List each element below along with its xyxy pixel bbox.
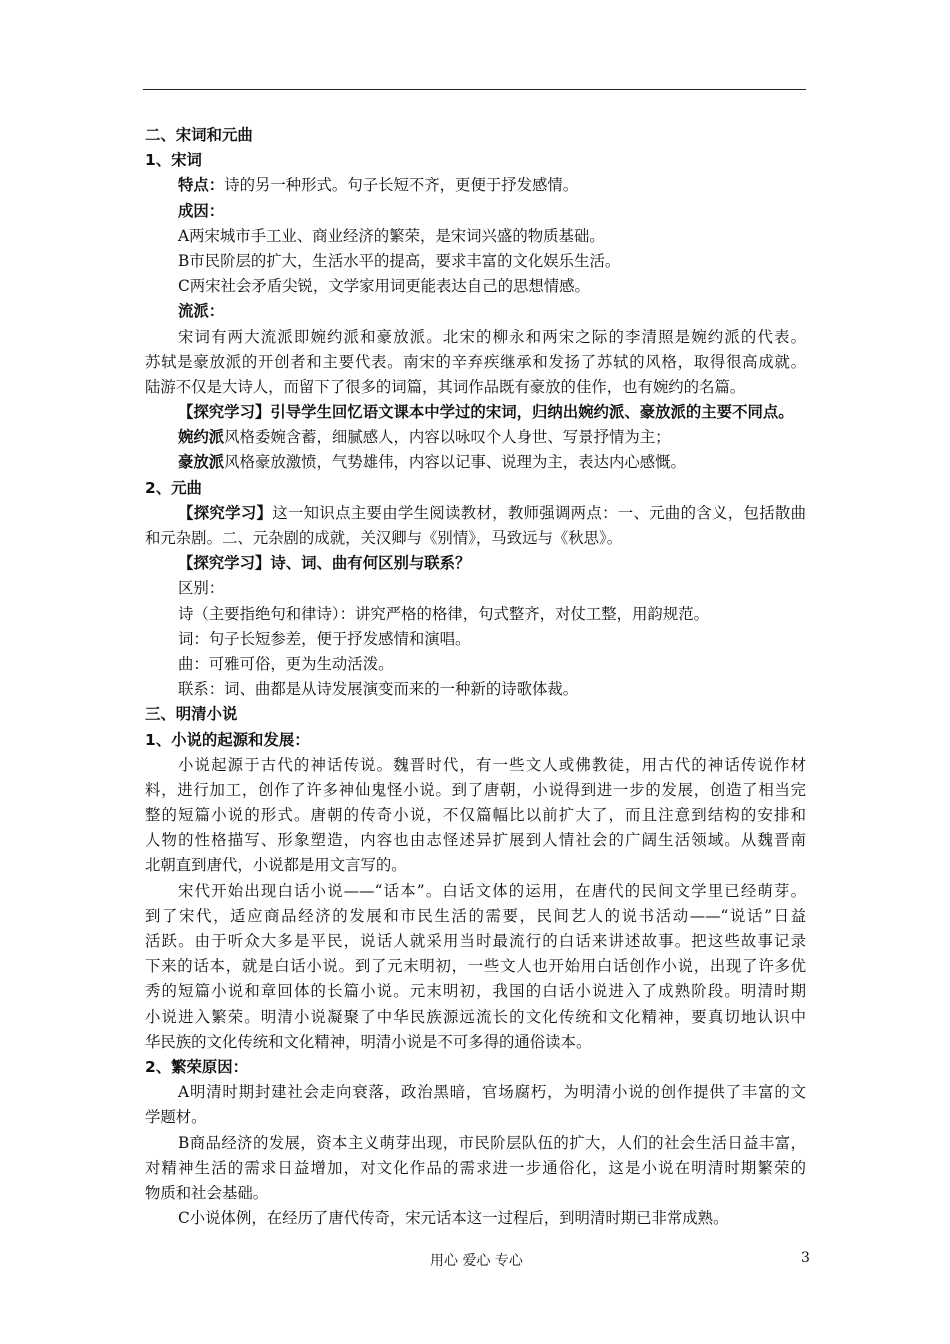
footer-motto: 用心 爱心 专心: [430, 1253, 523, 1269]
line-text: 诗（主要指绝句和律诗）：讲究严格的格律，句式整齐，对仗工整，用韵规范。: [178, 604, 709, 623]
line-text: 活跃。由于听众大多是平民，说话人就采用当时最流行的白话来讲述故事。把这些故事记录: [145, 932, 806, 950]
line-text: 物质和社会基础。: [145, 1183, 269, 1202]
line-text: 这一知识点主要由学生阅读教材，教师强调两点：一、元曲的含义，包括散曲: [272, 503, 806, 522]
line-text: 风格委婉含蓄，细腻感人，内容以咏叹个人身世、写景抒情为主；: [224, 428, 671, 447]
heading-line: [145, 476, 815, 501]
line-text: 1、宋词: [145, 151, 202, 170]
text-line: [145, 778, 806, 803]
header-rule: [143, 89, 806, 90]
line-text: 北朝直到唐代，小说都是用文言写的。: [145, 856, 407, 875]
lead-term: 【探究学习】: [178, 503, 273, 522]
text-line: [145, 350, 806, 375]
line-text: 小说进入繁荣。明清小说凝聚了中华民族源远流长的文化传统和文化精神，要真切地认识中: [145, 1007, 806, 1026]
line-text: A两宋城市手工业、商业经济的繁荣，是宋词兴盛的物质基础。: [178, 226, 605, 245]
line-text: 小说起源于古代的神话传说。魏晋时代，有一些文人或佛教徒，用古代的神话传说作材: [178, 755, 806, 774]
heading-line: [145, 299, 815, 324]
text-line: [145, 249, 815, 274]
line-text: 宋词有两大流派即婉约派和豪放派。北宋的柳永和两宋之际的李清照是婉约派的代表。: [178, 327, 806, 346]
line-text: 到了宋代，适应商品经济的发展和市民生活的需要，民间艺人的说书活动——“说话”日益: [145, 906, 806, 925]
text-line: [145, 325, 806, 350]
text-line: [145, 1080, 806, 1105]
text-line: [145, 1005, 806, 1030]
line-text: B商品经济的发展，资本主义萌芽出现，市民阶层队伍的扩大，人们的社会生活日益丰富，: [178, 1133, 806, 1152]
text-line: [145, 652, 815, 677]
heading-line: [145, 400, 815, 425]
line-text: 人物的性格描写、形象塑造，内容也由志怪述异扩展到人情社会的广阔生活领域。从魏晋南: [145, 831, 806, 850]
text-line: [145, 425, 815, 450]
text-line: [145, 979, 806, 1004]
line-text: 流派：: [178, 302, 225, 321]
text-line: [145, 224, 815, 249]
line-text: 词：句子长短参差，便于抒发感情和演唱。: [178, 629, 471, 648]
heading-line: [145, 702, 815, 727]
line-text: 联系：词、曲都是从诗发展演变而来的一种新的诗歌体裁。: [178, 680, 579, 699]
line-text: 陆游不仅是大诗人，而留下了很多的词篇，其词作品既有豪放的佳作，也有婉约的名篇。: [145, 377, 746, 396]
line-text: 学题材。: [145, 1108, 207, 1127]
text-line: [145, 879, 806, 904]
line-text: 【探究学习】诗、词、曲有何区别与联系？: [178, 554, 471, 573]
heading-line: [145, 551, 815, 576]
line-text: A明清时期封建社会走向衰落，政治黑暗，官场腐朽，为明清小说的创作提供了丰富的文: [178, 1083, 806, 1102]
line-text: 1、小说的起源和发展：: [145, 730, 310, 749]
line-text: 和元杂剧。二、元杂剧的成就，关汉卿与《别情》，马致远与《秋思》。: [145, 529, 623, 547]
lead-term: 婉约派: [178, 428, 225, 447]
line-text: 【探究学习】引导学生回忆语文课本中学过的宋词，归纳出婉约派、豪放派的主要不同点。: [178, 403, 794, 422]
text-line: [145, 677, 815, 702]
line-text: 秀的短篇小说和章回体的长篇小说。元末明初，我国的白话小说进入了成熟阶段。明清时期: [145, 982, 806, 1001]
line-text: 宋代开始出现白话小说——“话本”。白话文体的运用，在唐代的民间文学里已经萌芽。: [178, 881, 806, 900]
text-line: [145, 753, 806, 778]
line-text: 2、元曲: [145, 478, 202, 497]
text-line: [145, 576, 815, 601]
heading-line: [145, 148, 815, 173]
line-text: C两宋社会矛盾尖锐，文学家用词更能表达自己的思想情感。: [178, 277, 590, 296]
text-line: [145, 828, 806, 853]
text-line: [145, 1030, 815, 1055]
lead-term: 特点：: [178, 176, 225, 195]
text-line: [145, 1181, 815, 1206]
line-text: B市民阶层的扩大，生活水平的提高，要求丰富的文化娱乐生活。: [178, 251, 621, 270]
text-line: [145, 929, 806, 954]
text-line: [145, 274, 815, 299]
text-line: [145, 375, 815, 400]
text-line: [145, 904, 806, 929]
line-text: C小说体例，在经历了唐代传奇，宋元话本这一过程后，到明清时期已非常成熟。: [178, 1209, 729, 1228]
line-text: 下来的话本，就是白话小说。到了元末明初，一些文人也开始用白话创作小说，出现了许多优: [145, 957, 806, 976]
heading-line: [145, 728, 815, 753]
text-line: [145, 1131, 806, 1156]
line-text: 成因：: [178, 201, 225, 220]
text-line: [145, 627, 815, 652]
text-line: [145, 526, 815, 551]
line-text: 区别：: [178, 579, 225, 598]
text-line: [145, 602, 815, 627]
lead-term: 豪放派: [178, 453, 225, 472]
text-line: [145, 803, 806, 828]
heading-line: [145, 1055, 815, 1080]
heading-line: [145, 199, 815, 224]
page-number: 3: [801, 1250, 810, 1266]
text-line: [145, 501, 806, 526]
line-text: 2、繁荣原因：: [145, 1057, 249, 1076]
line-text: 整的短篇小说的形式。唐朝的传奇小说，不仅篇幅比以前扩大了，而且注意到结构的安排和: [145, 806, 806, 825]
line-text: 苏轼是豪放派的开创者和主要代表。南宋的辛弃疾继承和发扬了苏轼的风格，取得很高成就。: [145, 352, 806, 371]
heading-line: [145, 123, 815, 148]
line-text: 对精神生活的需求日益增加，对文化作品的需求进一步通俗化，这是小说在明清时期繁荣的: [145, 1158, 806, 1177]
text-line: [145, 954, 806, 979]
text-line: [145, 450, 815, 475]
line-text: 曲：可雅可俗，更为生动活泼。: [178, 654, 394, 673]
text-line: [145, 1206, 815, 1231]
line-text: 华民族的文化传统和文化精神，明清小说是不可多得的通俗读本。: [145, 1032, 592, 1051]
text-line: [145, 853, 815, 878]
line-text: 诗的另一种形式。句子长短不齐，更便于抒发感情。: [224, 176, 579, 195]
line-text: 料，进行加工，创作了许多神仙鬼怪小说。到了唐朝，小说得到进一步的发展，创造了相当完: [145, 780, 806, 799]
line-text: 三、明清小说: [145, 705, 238, 724]
document-body: [145, 123, 815, 1231]
line-text: 风格豪放激愤，气势雄伟，内容以记事、说理为主，表达内心感慨。: [224, 453, 686, 472]
text-line: [145, 173, 815, 198]
line-text: 二、宋词和元曲: [145, 126, 253, 144]
text-line: [145, 1156, 806, 1181]
text-line: [145, 1105, 815, 1130]
